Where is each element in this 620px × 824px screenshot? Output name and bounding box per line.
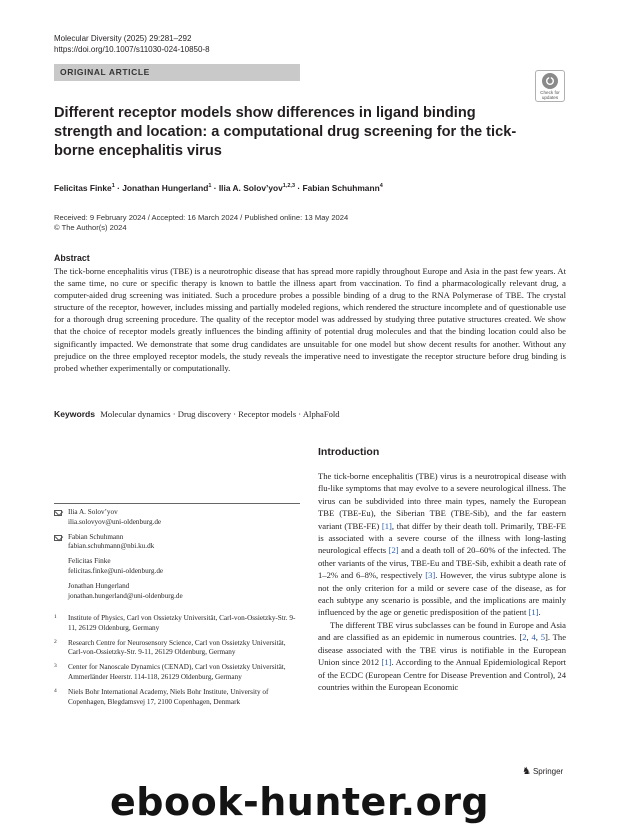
- corresponding-authors: [54, 508, 300, 606]
- author-separator: ·: [114, 182, 123, 193]
- dates-line: Received: 9 February 2024 / Accepted: 16 March 2024 / Published online: 13 May 2024: [54, 213, 349, 222]
- contact-name: Fabian Schuhmann: [68, 532, 124, 541]
- affiliation-entry: [54, 639, 300, 659]
- contact-email[interactable]: jonathan.hungerland@uni-oldenburg.de: [68, 591, 183, 600]
- footnote-divider: [54, 503, 300, 504]
- keywords: [54, 408, 340, 420]
- paragraph-text: The tick-borne encephalitis (TBE) virus is a neurotropical disease with flu-like symptoms that may evolve to a severe neurological illness. The virus can be subdivided into three main types, namely the European TBE (TBE-Eu), the Siberian TBE (TBE-Sib), and the far eastern variant (TBE-FE): [318, 471, 566, 531]
- abstract-text: The tick-borne encephalitis virus (TBE) is a neurotrophic disease that has spread more rapidly throughout Europe and Asia in the past few years. At the same time, no cure or specific therapy is known to battle the illness apart from vaccination. To find a pharmacologically relevant drug, a computer-aided drug screening was initiated. Such a procedure probes a possible binding of a drug to the RNA Polymerase of TBE. The crystal structure of the receptor, however, includes missing and partially modeled regions, which rendered the structure incomplete and of questionable use for a thorough drug screening procedure. The quality of the receptor model was addressed by studying three putative structures created. We show that the choice of receptor models greatly influences the binding affinity of potential drug molecules and that the binding location could also be significantly impacted. We demonstrate that some drug candidates are unsuitable for one model but show decent results for another. Without any prejudice on the three employed receptor models, the study reveals the imperative need to investigate the receptor structure before drug binding is probed whether experimentally or computationally.: [54, 266, 566, 373]
- contact-entry: [54, 582, 300, 602]
- paragraph-text: . According to the Annual Epidemiological Report of the ECDC (European Centre for Disease Prevention and Control), 24 countries within the European Economic: [318, 657, 566, 692]
- paragraph-text: .: [538, 607, 541, 618]
- paragraph-text: ]. The disease associated with the TBE virus is notifiable in the European Union since 2012: [318, 632, 567, 668]
- contact-email[interactable]: felicitas.finke@uni-oldenburg.de: [68, 566, 164, 575]
- check-updates-icon: [542, 73, 558, 89]
- intro-paragraph: [318, 619, 566, 693]
- journal-header: [54, 33, 210, 55]
- contact-name: Ilia A. Solov’yov: [68, 508, 118, 516]
- author-affiliation-ref[interactable]: 1: [111, 183, 115, 189]
- mail-icon: [54, 535, 62, 541]
- author-affiliation-ref[interactable]: 4: [379, 183, 383, 189]
- publication-dates: [54, 213, 348, 233]
- intro-paragraph: [318, 470, 566, 619]
- affiliation-number: 1: [54, 614, 57, 620]
- citation-link[interactable]: [2]: [388, 545, 399, 556]
- affiliation-number: 4: [54, 687, 57, 694]
- check-for-updates-badge[interactable]: [535, 70, 565, 102]
- contact-name: Felicitas Finke: [68, 557, 111, 566]
- author-affiliation-ref[interactable]: 1,2,3: [282, 183, 295, 189]
- affiliation-entry: [54, 688, 300, 708]
- citation-link[interactable]: 5: [540, 632, 546, 643]
- affiliation-number: 2: [54, 638, 57, 645]
- affiliation-text: Niels Bohr International Academy, Niels Bohr Institute, University of Copenhagen, Blegdamsvej 17, 2100 Copenhagen, Denmark: [68, 687, 269, 706]
- article-type-banner: ORIGINAL ARTICLE: [54, 64, 300, 81]
- author-name[interactable]: Fabian Schuhmann: [302, 182, 380, 193]
- paragraph-text: ,: [526, 632, 532, 643]
- citation-link[interactable]: [3]: [425, 570, 436, 581]
- affiliation-entry: [54, 614, 300, 634]
- citation-link[interactable]: 2: [522, 632, 527, 643]
- citation-link[interactable]: 4: [531, 632, 536, 643]
- paragraph-text: and a death toll of 20–60% of the infected. The other variants of the virus, TBE-Eu and TBE-Sib, exhibit a death rate of 1–2% and 6–8%, respectively: [318, 545, 566, 581]
- journal-citation: Molecular Diversity (2025) 29:281–292: [54, 34, 192, 43]
- contact-email[interactable]: fabian.schuhmann@nbi.ku.dk: [68, 542, 155, 551]
- contact-entry: [54, 557, 300, 577]
- citation-link[interactable]: [1]: [381, 657, 392, 668]
- abstract-heading: Abstract: [54, 253, 90, 263]
- check-updates-label: Check for updates: [540, 90, 560, 100]
- contact-name: Jonathan Hungerland: [68, 581, 130, 590]
- affiliation-text: Research Centre for Neurosensory Science, Carl von Ossietzky Universität, Carl-von-Ossietzky-Str. 9-11, 26129 Oldenburg, Germany: [68, 638, 286, 657]
- affiliation-number: 3: [54, 663, 57, 670]
- contact-entry: [54, 508, 300, 528]
- affiliation-text: Center for Nanoscale Dynamics (CENAD), Carl von Ossietzky Universität, Ammerländer Heerstr. 114-118, 26129 Oldenburg, Germany: [68, 663, 286, 681]
- paragraph-text: , that differ by their death toll. Primarily, TBE-FE is associated with a severe course of the illness with long-lasting neurological effects: [318, 520, 566, 556]
- watermark: ebook-hunter.org: [110, 780, 490, 824]
- paragraph-text: The different TBE virus subclasses can be found in Europe and Asia and are classified as an epidemic in numerous countries. [: [318, 619, 566, 643]
- keywords-heading: Keywords: [54, 409, 96, 419]
- author-list: [54, 180, 574, 194]
- mail-icon: [54, 510, 62, 516]
- copyright-line: © The Author(s) 2024: [54, 223, 127, 232]
- author-separator: ·: [211, 182, 219, 193]
- contact-email[interactable]: ilia.solovyov@uni-oldenburg.de: [68, 517, 162, 526]
- author-separator: ·: [295, 182, 303, 193]
- paragraph-text: . However, the virus subtype alone is not the only criterion for a mild or severe case of the disease, as for each subtype any scenario is possible, and the implications are mainly influenced by the age or genetic predisposition of the patient: [318, 570, 566, 618]
- author-name[interactable]: Felicitas Finke: [54, 182, 112, 193]
- author-affiliation-ref[interactable]: 1: [208, 183, 212, 189]
- springer-horse-icon: ♞: [522, 766, 531, 777]
- keywords-list: Molecular dynamics · Drug discovery · Receptor models · AlphaFold: [100, 409, 340, 419]
- introduction-heading: Introduction: [318, 446, 380, 458]
- affiliation-text: Institute of Physics, Carl von Ossietzky Universität, Carl-von-Ossietzky-Str. 9-11, 26129 Oldenburg, Germany: [68, 614, 296, 632]
- affiliation-entry: [54, 663, 300, 683]
- author-name[interactable]: Jonathan Hungerland: [122, 182, 209, 193]
- publisher-name: Springer: [532, 767, 564, 776]
- paragraph-text: ,: [535, 632, 541, 643]
- journal-doi-link[interactable]: https://doi.org/10.1007/s11030-024-10850-8: [54, 45, 210, 54]
- article-title: Different receptor models show differences in ligand binding strength and location: a computational drug screening for the tick-borne encephalitis virus: [54, 105, 517, 159]
- author-name[interactable]: Ilia A. Solov’yov: [218, 182, 283, 193]
- citation-link[interactable]: [1]: [381, 520, 392, 531]
- citation-link[interactable]: [1]: [528, 607, 539, 618]
- introduction-body: [318, 470, 566, 693]
- affiliations: [54, 614, 300, 712]
- contact-entry: [54, 533, 300, 553]
- publisher-logo: [522, 766, 563, 777]
